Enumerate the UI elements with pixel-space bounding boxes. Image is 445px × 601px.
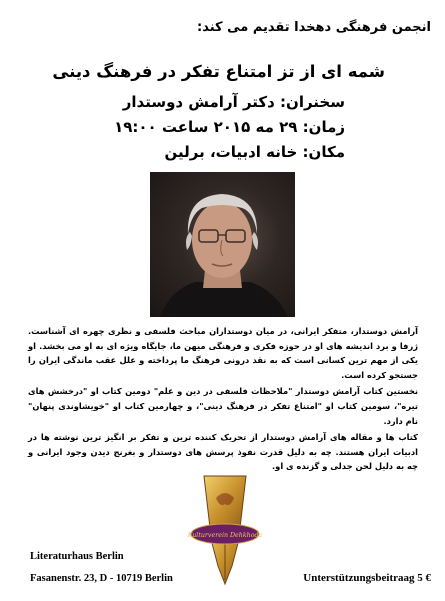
biography-paragraph-1: آرامش دوستدار، متفکر ایرانی، در میان دوستداران مباحث فلسفی و نظری چهره ای آشناست. ژرفا و برد اندیشه های او در حوزه فکری و فرهنگی میهن ما، جایگاه ویژه ای به او می بخشد. او یکی از مهم ترین کسانی است که به نقد درونی فرهنگ ما پرداخته و علل عقب ماندگی ایران را جستجو کرده است.	[28, 326, 418, 380]
event-title: شمه ای از تز امتناع تفکر در فرهنگ دینی	[52, 62, 385, 81]
biography-paragraph-2: نخستین کتاب آرامش دوستدار "ملاحظات فلسفی در دین و علم" دومین کتاب او "درخشش های تیره"، سومین کتاب او "امتناع تفکر در فرهنگ دینی"، و چهارمین کتاب او "خویشاوندی پنهان" نام دارد.	[28, 386, 418, 426]
speaker-line: سخنران: دکتر آرامش دوستدار	[122, 93, 345, 111]
dehkhoda-logo	[186, 468, 264, 588]
speaker-photo	[150, 172, 295, 317]
logo-text: Kulturverein Dehkhoda	[187, 532, 263, 539]
contribution-fee: Unterstützungsbeitraag 5 €	[303, 572, 431, 584]
venue-address: Fasanenstr. 23, D - 10719 Berlin	[30, 573, 173, 584]
venue-name: Literaturhaus Berlin	[30, 551, 124, 562]
biography-paragraph-3: کتاب ها و مقاله های آرامش دوستدار از تحریک کننده ترین و تفکر بر انگیز ترین نوشته ها در ادبیات ایران هستند. چه به دلیل قدرت نفوذ پرسش های دوستدار و بغرنج دیدن وجود ایرانی و چه به دلیل لحن جدلی و گزنده ی او.	[28, 432, 418, 472]
intro-line: انجمن فرهنگی دهخدا تقدیم می کند:	[197, 20, 431, 35]
time-line: زمان: ۲۹ مه ۲۰۱۵ ساعت ۱۹:۰۰	[114, 118, 345, 136]
biography-text	[28, 324, 418, 476]
place-line: مکان: خانه ادبیات، برلین	[164, 143, 345, 161]
